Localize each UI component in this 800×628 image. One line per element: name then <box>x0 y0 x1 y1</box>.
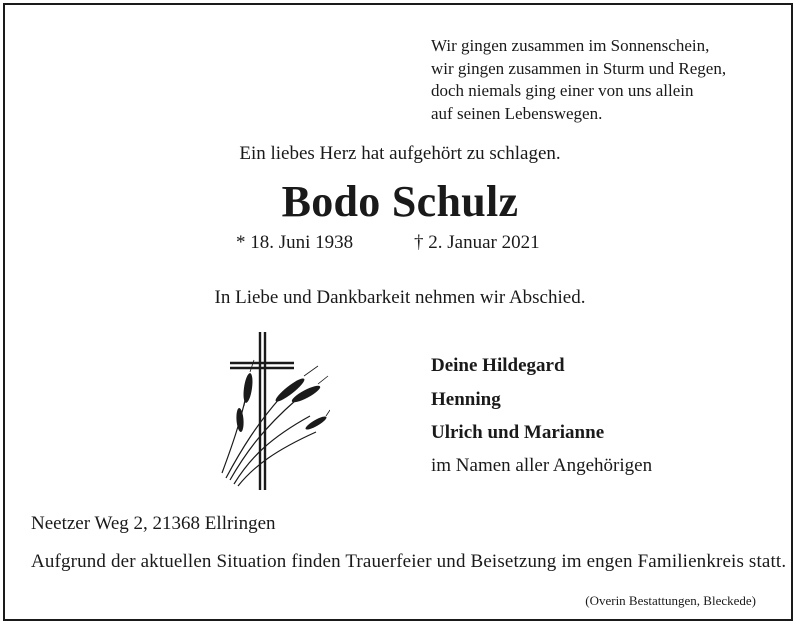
farewell-text: In Liebe und Dankbarkeit nehmen wir Abschied. <box>214 287 586 308</box>
poem-line: wir gingen zusammen in Sturm und Regen, <box>431 58 727 78</box>
cross-with-wheat-icon <box>218 328 330 494</box>
funeral-notice: Aufgrund der aktuellen Situation finden Trauerfeier und Beisetzung im engen Familienkreis statt. <box>31 551 787 572</box>
intro-text: Ein liebes Herz hat aufgehört zu schlagen. <box>239 143 561 164</box>
death-date: † 2. Januar 2021 <box>414 232 540 253</box>
signatory-name: Henning <box>431 389 501 410</box>
poem-line: doch niemals ging einer von uns allein <box>431 81 694 100</box>
memorial-poem <box>431 35 726 125</box>
signatory-name: Deine Hildegard <box>431 355 565 376</box>
birth-date: * 18. Juni 1938 <box>236 232 354 253</box>
mourning-address: Neetzer Weg 2, 21368 Ellringen <box>31 513 276 534</box>
deceased-name: Bodo Schulz <box>281 177 519 226</box>
undertaker-credit: (Overin Bestattungen, Bleckede) <box>585 593 756 608</box>
poem-line: Wir gingen zusammen im Sonnenschein, <box>431 36 710 55</box>
poem-line: auf seinen Lebenswegen. <box>431 103 603 123</box>
signatory-name: Ulrich und Marianne <box>431 422 605 443</box>
signatory-closing: im Namen aller Angehörigen <box>431 455 653 476</box>
